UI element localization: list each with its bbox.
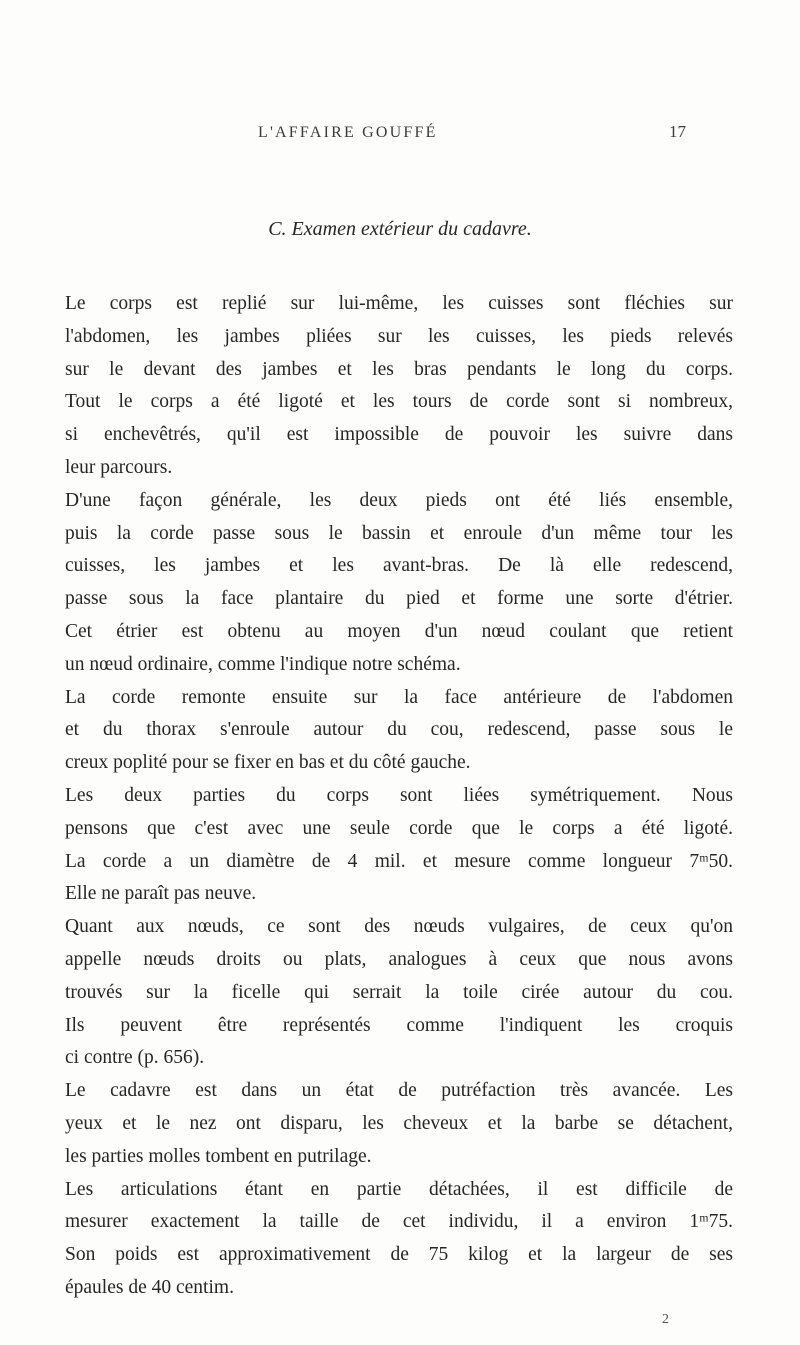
text-line: Quant aux nœuds, ce sont des nœuds vulgaires, de ceux qu'on bbox=[65, 916, 733, 938]
text-line: et du thorax s'enroule autour du cou, redescend, passe sous le bbox=[65, 719, 733, 741]
signature-mark: 2 bbox=[662, 1312, 669, 1327]
text-line: passe sous la face plantaire du pied et forme une sorte d'étrier. bbox=[65, 588, 733, 610]
text-line: trouvés sur la ficelle qui serrait la toile cirée autour du cou. bbox=[65, 981, 733, 1003]
text-line: Cet étrier est obtenu au moyen d'un nœud coulant que retient bbox=[65, 620, 733, 642]
text-line: La corde a un diamètre de 4 mil. et mesure comme longueur 7ᵐ50. bbox=[65, 850, 733, 872]
text-line: D'une façon générale, les deux pieds ont été liés ensemble, bbox=[65, 489, 733, 511]
section-title: C. Examen extérieur du cadavre. bbox=[268, 218, 532, 240]
text-line: Tout le corps a été ligoté et les tours de corde sont si nombreux, bbox=[65, 391, 733, 413]
text-line: Les articulations étant en partie détachées, il est difficile de bbox=[65, 1178, 733, 1200]
text-line: leur parcours. bbox=[65, 456, 173, 478]
text-line: ci contre (p. 656). bbox=[65, 1047, 205, 1069]
text-line: creux poplité pour se fixer en bas et du côté gauche. bbox=[65, 752, 471, 774]
text-line: Le cadavre est dans un état de putréfaction très avancée. Les bbox=[65, 1080, 733, 1102]
text-line: Le corps est replié sur lui-même, les cuisses sont fléchies sur bbox=[65, 293, 733, 314]
text-line: appelle nœuds droits ou plats, analogues à ceux que nous avons bbox=[65, 948, 733, 970]
text-line: un nœud ordinaire, comme l'indique notre schéma. bbox=[65, 653, 461, 675]
text-line: pensons que c'est avec une seule corde que le corps a été ligoté. bbox=[65, 817, 733, 839]
running-head: L'AFFAIRE GOUFFÉ bbox=[258, 124, 438, 141]
text-line: sur le devant des jambes et les bras pendants le long du corps. bbox=[65, 358, 733, 380]
text-line: Ils peuvent être représentés comme l'indiquent les croquis bbox=[65, 1014, 733, 1036]
text-line: cuisses, les jambes et les avant-bras. De là elle redescend, bbox=[65, 555, 733, 577]
text-line: si enchevêtrés, qu'il est impossible de pouvoir les suivre dans bbox=[65, 424, 733, 446]
text-line: l'abdomen, les jambes pliées sur les cuisses, les pieds relevés bbox=[65, 325, 733, 347]
text-line: mesurer exactement la taille de cet individu, il a environ 1ᵐ75. bbox=[65, 1211, 733, 1233]
page-number: 17 bbox=[669, 122, 686, 141]
text-line: yeux et le nez ont disparu, les cheveux et la barbe se détachent, bbox=[65, 1112, 733, 1134]
text-line: Elle ne paraît pas neuve. bbox=[65, 883, 257, 905]
text-line: La corde remonte ensuite sur la face antérieure de l'abdomen bbox=[65, 686, 733, 708]
body-text bbox=[65, 288, 733, 1305]
text-line: Son poids est approximativement de 75 kilog et la largeur de ses bbox=[65, 1244, 733, 1266]
text-line: épaules de 40 centim. bbox=[65, 1276, 234, 1298]
text-line: puis la corde passe sous le bassin et enroule d'un même tour les bbox=[65, 522, 733, 544]
text-line: les parties molles tombent en putrilage. bbox=[65, 1145, 372, 1167]
text-line: Les deux parties du corps sont liées symétriquement. Nous bbox=[65, 784, 733, 806]
